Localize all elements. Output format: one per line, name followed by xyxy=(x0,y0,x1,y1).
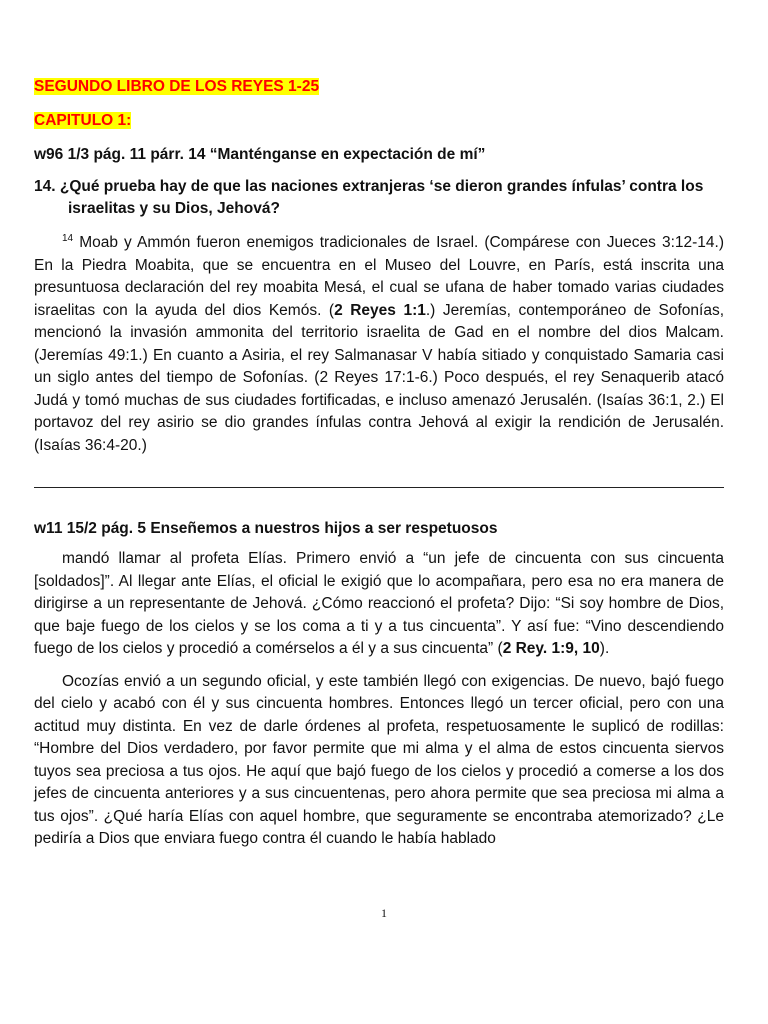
section-2 xyxy=(34,518,724,861)
chapter-title-block xyxy=(34,110,724,132)
section-divider xyxy=(34,487,724,488)
book-title-block xyxy=(34,76,724,98)
chapter-title: CAPITULO 1: xyxy=(34,112,132,129)
section-1-question: 14. ¿Qué prueba hay de que las naciones extranjeras ‘se dieron grandes ínfulas’ contra los israelitas y su Dios, Jehová? xyxy=(34,178,704,217)
paragraph-text-part1: Moab y Ammón fueron enemigos tradicionales de Israel. (Compárese con Jueces 3:12-14.) En la Piedra Moabita, que se encuentra en el Museo del Louvre, en París, está inscrita una presuntuosa declaración del rey moabita Mesá, el cual se ufana de haber tomado varias ciudades israelitas con la ayuda del dios Kemós. ( xyxy=(34,234,724,319)
paragraph-2-text: Ocozías envió a un segundo oficial, y este también llegó con exigencias. De nuevo, bajó fuego del cielo y acabó con él y sus cincuenta hombres. Entonces llegó un tercer oficial, pero con una actitud muy distinta. En vez de darle órdenes al profeta, respetuosamente le suplicó de rodillas: “Hombre del Dios verdadero, por favor permite que mi alma y el alma de estos cincuenta siervos tuyos sea preciosa a tus ojos. He aquí que bajó fuego de los cielos y procedió a comerse a los dos jefes de cincuenta anteriores y a sus cincuentenas, pero ahora permite que sea preciosa mi alma a tus ojos”. ¿Qué haría Elías con aquel hombre, que seguramente se encontraba atemorizado? ¿Le pediría a Dios que enviara fuego contra él cuando le había hablado xyxy=(34,672,724,847)
paragraph-1-text: mandó llamar al profeta Elías. Primero envió a “un jefe de cincuenta con sus cincuenta [soldados]”. Al llegar ante Elías, el oficial le exigió que lo acompañara, pero esa no era manera de dirigirse a un representante de Jehová. ¿Cómo reaccionó el profeta? Dijo: “Si soy hombre de Dios, que baje fuego de los cielos y se los coma a ti y a tus cincuenta”. Y así fue: “Vino descendiendo fuego de los cielos y procedió a comérselos a él y a sus cincuenta” ( xyxy=(34,550,724,657)
section-2-reference: w11 15/2 pág. 5 Enseñemos a nuestros hijos a ser respetuosos xyxy=(34,520,498,537)
section-1-reference: w96 1/3 pág. 11 párr. 14 “Manténganse en expectación de mí” xyxy=(34,146,486,163)
section-1 xyxy=(34,76,724,467)
section-2-paragraph-2 xyxy=(34,671,724,851)
scripture-reference-2: 2 Rey. 1:9, 10 xyxy=(502,640,600,657)
page-number: 1 xyxy=(381,906,387,920)
book-title: SEGUNDO LIBRO DE LOS REYES 1-25 xyxy=(34,78,320,95)
section-2-paragraph-1 xyxy=(34,548,724,661)
scripture-reference: 2 Reyes 1:1 xyxy=(334,301,426,319)
paragraph-text-part2: .) Jeremías, contemporáneo de Sofonías, mencionó la invasión ammonita del territorio israelita de Gad en el nombre del dios Malcam. (Jeremías 49:1.) En cuanto a Asiria, el rey Salmanasar V había sitiado y conquistado Samaria casi un siglo antes del tiempo de Sofonías. (2 Reyes 17:1-6.) Poco después, el rey Senaquerib atacó Judá y tomó muchas de sus ciudades fortificadas, e incluso amenazó Jerusalén. (Isaías 36:1, 2.) El portavoz del rey asirio se dio grandes ínfulas contra Jehová al exigir la rendición de Jerusalén. (Isaías 36:4-20.) xyxy=(34,301,725,454)
paragraph-number: 14 xyxy=(62,232,74,244)
section-1-paragraph xyxy=(34,232,724,457)
paragraph-1-end: ). xyxy=(599,640,610,657)
